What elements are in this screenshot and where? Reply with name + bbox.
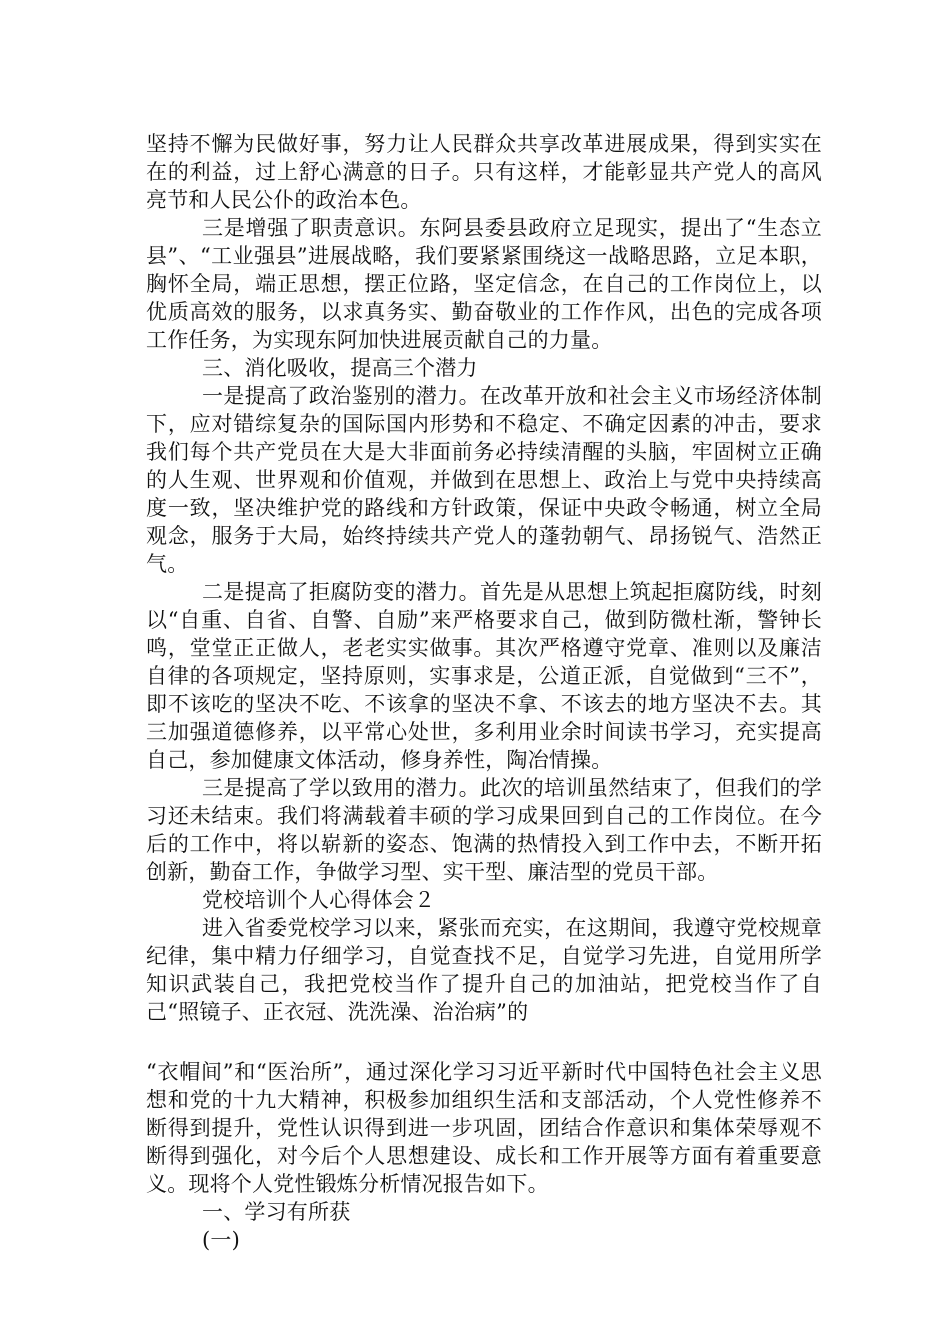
paragraph: 坚持不懈为民做好事，努力让人民群众共享改革进展成果，得到实实在在的利益，过上舒心满意的日子。只有这样，才能彰显共产党人的高风亮节和人民公仆的政治本色。	[146, 132, 822, 212]
subsection-heading: (一)	[202, 1228, 240, 1252]
paragraph-gap	[146, 1026, 822, 1058]
document-body	[146, 130, 822, 1254]
paragraph: 三是增强了职责意识。东阿县委县政府立足现实，提出了“生态立县”、“工业强县”进展战略，我们要紧紧围绕这一战略思路，立足本职，胸怀全局，端正思想，摆正位路，坚定信念，在自己的工作岗位上，以优质高效的服务，以求真务实、勤奋敬业的工作作风，出色的完成各项工作任务，为实现东阿加快进展贡献自己的力量。	[146, 216, 822, 352]
section-heading: 党校培训个人心得体会２	[202, 888, 436, 912]
paragraph: 二是提高了拒腐防变的潜力。首先是从思想上筑起拒腐防线，时刻以“自重、自省、自警、自励”来严格要求自己，做到防微杜渐，警钟长鸣，堂堂正正做人，老老实实做事。其次严格遵守党章、准则以及廉洁自律的各项规定，坚持原则，实事求是，公道正派，自觉做到“三不”，即不该吃的坚决不吃、不该拿的坚决不拿、不该去的地方坚决不去。其三加强道德修养，以平常心处世，多利用业余时间读书学习，充实提高自己，参加健康文体活动，修身养性，陶冶情操。	[146, 580, 822, 772]
paragraph: 一是提高了政治鉴别的潜力。在改革开放和社会主义市场经济体制下，应对错综复杂的国际国内形势和不稳定、不确定因素的冲击，要求我们每个共产党员在大是大非面前务必持续清醒的头脑，牢固树立正确的人生观、世界观和价值观，并做到在思想上、政治上与党中央持续高度一致，坚决维护党的路线和方针政策，保证中央政令畅通，树立全局观念，服务于大局，始终持续共产党人的蓬勃朝气、昂扬锐气、浩然正气。	[146, 384, 822, 576]
paragraph: 三是提高了学以致用的潜力。此次的培训虽然结束了，但我们的学习还未结束。我们将满载着丰硕的学习成果回到自己的工作岗位。在今后的工作中，将以崭新的姿态、饱满的热情投入到工作中去，不断开拓创新，勤奋工作，争做学习型、实干型、廉洁型的党员干部。	[146, 776, 822, 884]
paragraph: “衣帽间”和“医治所”，通过深化学习习近平新时代中国特色社会主义思想和党的十九大精神，积极参加组织生活和支部活动，个人党性修养不断得到提升，党性认识得到进一步巩固，团结合作意识和集体荣辱观不断得到强化，对今后个人思想建设、成长和工作开展等方面有着重要意义。现将个人党性锻炼分析情况报告如下。	[146, 1060, 822, 1196]
section-heading: 一、学习有所获	[202, 1200, 351, 1224]
paragraph: 进入省委党校学习以来，紧张而充实，在这期间，我遵守党校规章纪律，集中精力仔细学习，自觉查找不足，自觉学习先进，自觉用所学知识武装自己，我把党校当作了提升自己的加油站，把党校当作了自己“照镜子、正衣冠、洗洗澡、治治病”的	[146, 916, 822, 1024]
section-heading: 三、消化吸收，提高三个潜力	[202, 356, 478, 380]
